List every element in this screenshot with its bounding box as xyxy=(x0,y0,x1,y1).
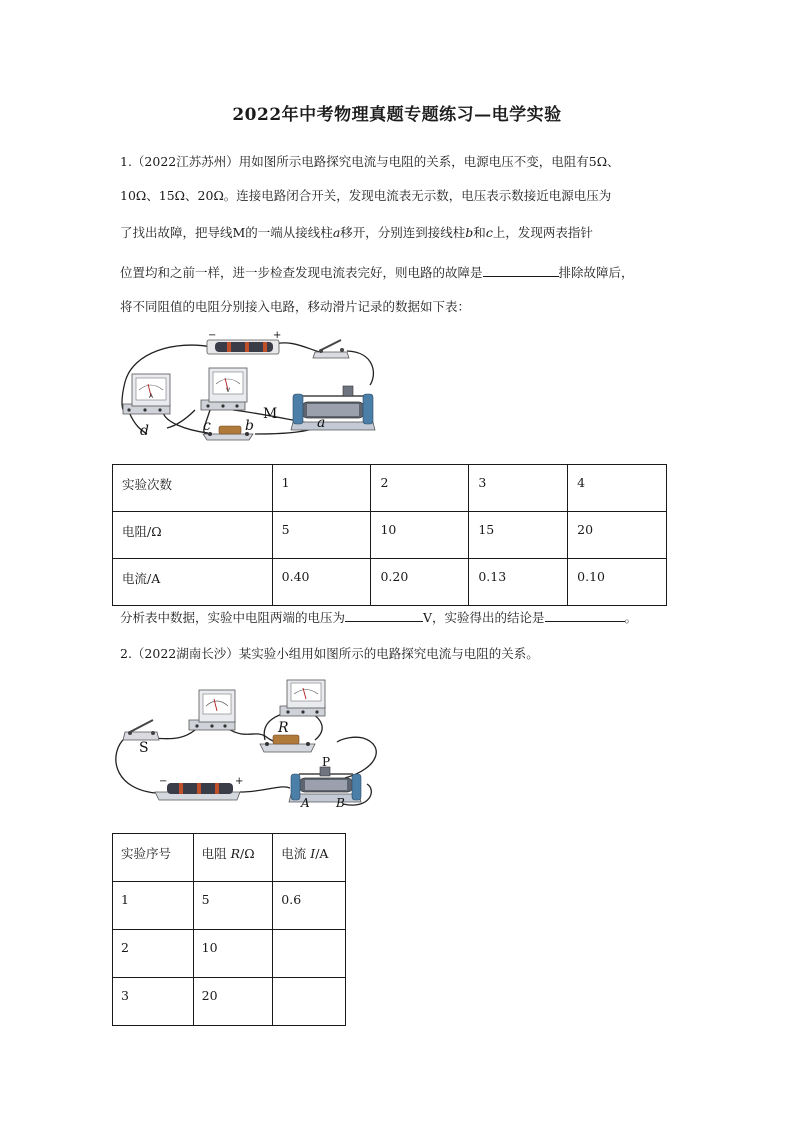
terminal-a-figure-label: a xyxy=(317,415,326,431)
header-symbol: I xyxy=(310,846,316,861)
terminal-d-figure-label: d xyxy=(140,423,149,439)
rheostat[interactable] xyxy=(289,767,361,802)
q1-after-text-c: 。 xyxy=(624,610,638,625)
header-unit: /A xyxy=(315,846,329,861)
q1-after-table xyxy=(120,609,637,625)
data-table-2 xyxy=(112,833,346,1026)
header-text: 电阻 xyxy=(201,846,231,861)
table-cell: 10 xyxy=(193,930,273,978)
table-cell: 3 xyxy=(113,978,194,1026)
wire xyxy=(116,738,155,793)
q1-line-1: 1.（2022江苏苏州）用如图所示电路探究电流与电阻的关系，电源电压不变，电阻有5Ω、 xyxy=(120,154,620,169)
table-cell: 20 xyxy=(568,512,667,559)
data-table-1 xyxy=(112,464,667,606)
table-cell: 4 xyxy=(568,465,667,512)
table-row xyxy=(113,882,346,930)
table-row xyxy=(113,834,346,882)
table-row xyxy=(113,465,667,512)
q1-line-5: 将不同阻值的电阻分别接入电路，移动滑片记录的数据如下表： xyxy=(120,299,471,314)
q1-line-3 xyxy=(120,226,593,240)
table-cell: 5 xyxy=(193,882,273,930)
q1-line-2: 10Ω、15Ω、20Ω。连接电路闭合开关，发现电流表无示数，电压表示数接近电源电压为 xyxy=(120,188,612,203)
terminal-a-figure-label: A xyxy=(301,796,310,810)
table-cell: 15 xyxy=(469,512,568,559)
table-cell: 2 xyxy=(371,465,469,512)
wire xyxy=(240,787,290,792)
q1-line-4-text-a: 位置均和之前一样，进一步检查发现电流表完好，则电路的故障是 xyxy=(120,265,483,280)
q1-after-text-b: V，实验得出的结论是 xyxy=(423,610,545,625)
table-row xyxy=(113,512,667,559)
battery-minus-label: − xyxy=(159,776,168,787)
table-cell: 1 xyxy=(272,465,371,512)
table-row xyxy=(113,978,346,1026)
q1-line-3-text-d: 上，发现两表指针 xyxy=(492,225,593,240)
terminal-c-figure-label: c xyxy=(203,418,211,434)
ammeter xyxy=(123,374,170,414)
q1-line-3-text-c: 和 xyxy=(473,225,486,240)
page-title: 2022年中考物理真题专题练习—电学实验 xyxy=(232,105,562,125)
battery xyxy=(207,330,281,354)
q1-line-4 xyxy=(120,264,634,280)
resistor xyxy=(260,735,315,752)
table-cell: 0.6 xyxy=(273,882,346,930)
ammeter xyxy=(189,690,235,730)
table-cell xyxy=(273,978,346,1026)
circuit-diagram-2 xyxy=(115,680,385,815)
battery-plus-label: + xyxy=(235,776,244,787)
switch-s-label: S xyxy=(139,740,149,756)
battery-plus-label: + xyxy=(273,330,282,341)
wire-m-label: M xyxy=(263,406,278,422)
q1-line-3-text-a: 了找出故障，把导线M的一端从接线柱 xyxy=(120,225,333,240)
table-cell: 电流/A xyxy=(113,559,273,606)
answer-blank-fault[interactable] xyxy=(483,264,559,277)
switch[interactable] xyxy=(313,340,349,358)
header-symbol: R xyxy=(230,846,241,861)
q1-line-3-text-b: 移开，分别连到接线柱 xyxy=(340,225,466,240)
table-cell: 20 xyxy=(193,978,273,1026)
table-cell: 10 xyxy=(371,512,469,559)
table-cell: 0.20 xyxy=(371,559,469,606)
wire xyxy=(153,730,195,739)
table-cell xyxy=(273,930,346,978)
voltmeter xyxy=(201,368,247,410)
table-row xyxy=(113,559,667,606)
table-cell: 5 xyxy=(272,512,371,559)
table-cell: 0.13 xyxy=(469,559,568,606)
terminal-c-label: c xyxy=(485,225,493,240)
answer-blank-voltage[interactable] xyxy=(345,609,423,622)
resistor-r-label: R xyxy=(278,720,289,736)
wire xyxy=(167,410,195,428)
table-cell: 2 xyxy=(113,930,194,978)
header-unit: /Ω xyxy=(240,846,255,861)
slider-p-label: P xyxy=(322,755,331,769)
header-text: 电流 xyxy=(281,846,311,861)
battery xyxy=(155,776,243,800)
table-row xyxy=(113,930,346,978)
battery-minus-label: − xyxy=(208,330,217,341)
wire xyxy=(347,351,373,385)
terminal-b-figure-label: B xyxy=(336,796,345,810)
svg-text:V: V xyxy=(226,387,231,394)
terminal-b-label: b xyxy=(465,225,474,240)
terminal-b-figure-label: b xyxy=(245,418,254,434)
table-cell: 实验次数 xyxy=(113,465,273,512)
table-cell: 3 xyxy=(469,465,568,512)
circuit-diagram-1 xyxy=(115,330,385,450)
table-cell: 电阻/Ω xyxy=(113,512,273,559)
wire xyxy=(337,737,376,778)
table-cell: 0.40 xyxy=(272,559,371,606)
switch[interactable] xyxy=(123,720,159,740)
answer-blank-conclusion[interactable] xyxy=(545,609,625,622)
svg-text:A: A xyxy=(149,393,154,400)
table-cell: 1 xyxy=(113,882,194,930)
q1-line-4-text-b: 排除故障后， xyxy=(558,265,634,280)
q1-after-text-a: 分析表中数据，实验中电阻两端的电压为 xyxy=(120,610,346,625)
wire xyxy=(163,412,208,433)
table-cell: 实验序号 xyxy=(113,834,194,882)
q2-line-1: 2.（2022湖南长沙）某实验小组用如图所示的电路探究电流与电阻的关系。 xyxy=(120,646,539,661)
table-cell xyxy=(273,834,346,882)
rheostat[interactable] xyxy=(291,386,375,430)
table-cell xyxy=(193,834,273,882)
voltmeter xyxy=(280,680,325,716)
terminal-a-label: a xyxy=(332,225,341,240)
table-cell: 0.10 xyxy=(568,559,667,606)
